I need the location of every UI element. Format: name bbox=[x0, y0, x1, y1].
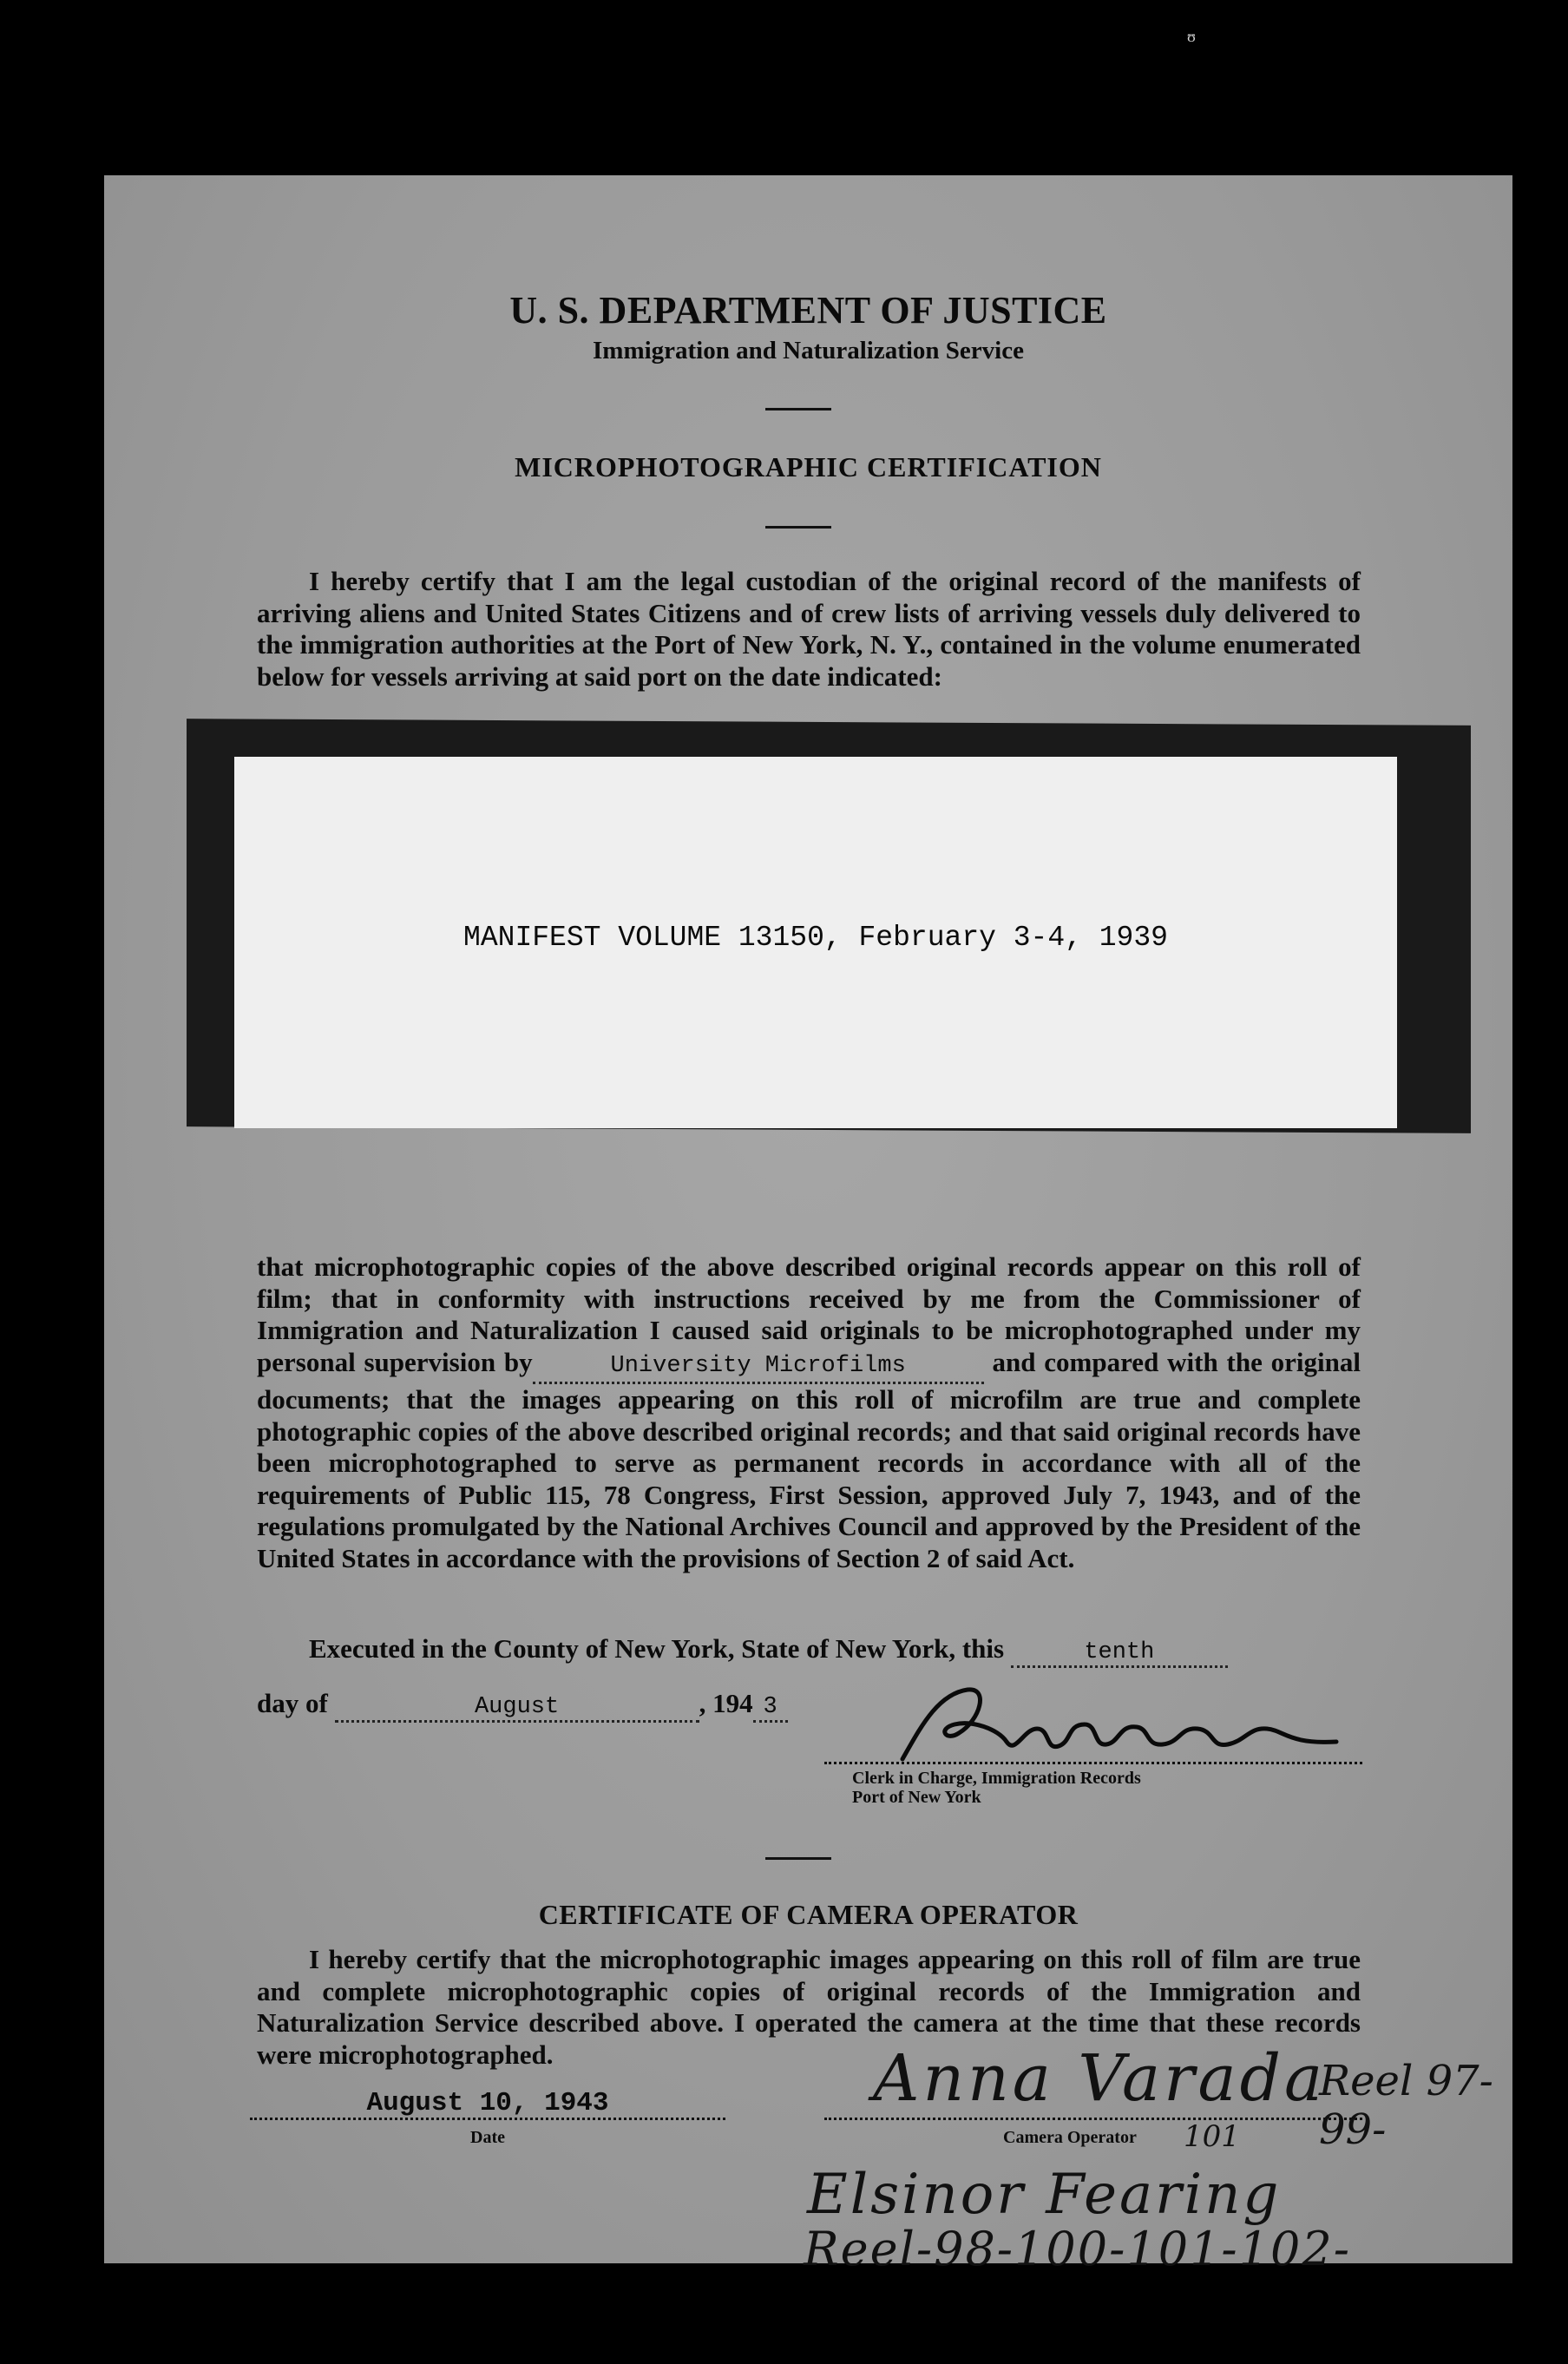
operator-date-label: Date bbox=[470, 2128, 505, 2147]
department-title: U. S. DEPARTMENT OF JUSTICE bbox=[509, 289, 1107, 332]
service-subtitle: Immigration and Naturalization Service bbox=[593, 337, 1024, 364]
handwritten-operator-name-2: Elsinor Fearing bbox=[807, 2163, 1282, 2227]
handwritten-operator-name-1: Anna Varada bbox=[873, 2041, 1327, 2116]
film-corner-mark: ʊ bbox=[1187, 28, 1196, 45]
camera-operator-label: Camera Operator bbox=[1003, 2128, 1137, 2147]
custodian-paragraph: I hereby certify that I am the legal custodian of the original record of the manifests of arriving aliens and United States Citizens and of crew lists of arriving vessels duly delivered to the immigration authorities at the Port of New York, N. Y., contained in the volume enumerated below for vessels arriving at said port on the date indicated: bbox=[257, 566, 1361, 692]
execution-month: August bbox=[335, 1694, 699, 1723]
copies-paragraph-part2: and compared with the original documents; that the images appearing on this roll of microfilm are true and complete photographic copies of the above described original records; and that said original records have been microphotographed to serve as permanent records in accordance with all of the requirements of Public 115, 78 Congress, First Session, approved July 7, 1943, and of the regulations promulgated by the National Archives Council and approved by the President of the United States in accordance with the provisions of Section 2 of said Act. bbox=[257, 1346, 1361, 1573]
handwritten-reel-2: Reel-98-100-101-102- bbox=[804, 2222, 1351, 2276]
clerk-signature bbox=[885, 1677, 1371, 1772]
clerk-caption-title: Clerk in Charge, Immigration Records bbox=[852, 1769, 1141, 1788]
divider-rule bbox=[765, 408, 831, 410]
divider-rule bbox=[765, 526, 831, 529]
operator-certificate-heading: CERTIFICATE OF CAMERA OPERATOR bbox=[538, 1899, 1079, 1930]
certification-heading: MICROPHOTOGRAPHIC CERTIFICATION bbox=[515, 451, 1102, 483]
operator-paragraph: I hereby certify that the microphotographic images appearing on this roll of film are true and complete microphotographic copies of original records of the Immigration and Naturalization Service described above. I operated the camera at the time that these records were microphotographed. bbox=[257, 1944, 1361, 2070]
operator-signature-line bbox=[824, 2118, 1362, 2120]
copies-paragraph-part1: that microphotographic copies of the above described original records appear on this roll of film; that in conformity with instructions received by me from the Commissioner of Immigration and Naturalization I caused said originals to be microphotographed under my personal supervision by bbox=[257, 1251, 1361, 1377]
divider-rule bbox=[765, 1857, 831, 1860]
execution-line bbox=[309, 1633, 1228, 1668]
manifest-volume-label: MANIFEST VOLUME 13150, February 3-4, 1939 bbox=[463, 922, 1168, 954]
execution-date-line bbox=[257, 1688, 788, 1723]
manifest-slip bbox=[234, 757, 1397, 1128]
day-of-label: day of bbox=[257, 1688, 328, 1718]
copies-paragraph bbox=[257, 1251, 1361, 1574]
certificate-page bbox=[104, 175, 1512, 2276]
operator-date-value: August 10, 1943 bbox=[366, 2088, 609, 2118]
operator-date-line bbox=[250, 2118, 725, 2120]
handwritten-operator-number: 101 bbox=[1184, 2119, 1240, 2154]
clerk-caption bbox=[852, 1769, 1141, 1807]
execution-prefix: Executed in the County of New York, State of New York, this bbox=[309, 1633, 1005, 1664]
year-digit: 3 bbox=[753, 1694, 788, 1723]
handwritten-reel-1: Reel 97-99- bbox=[1319, 2057, 1493, 2154]
clerk-caption-port: Port of New York bbox=[852, 1788, 981, 1807]
execution-day: tenth bbox=[1011, 1639, 1228, 1668]
year-prefix: , 194 bbox=[699, 1688, 753, 1718]
clerk-signature-line bbox=[824, 1762, 1362, 1764]
photographer-name: University Microfilms bbox=[533, 1350, 984, 1385]
